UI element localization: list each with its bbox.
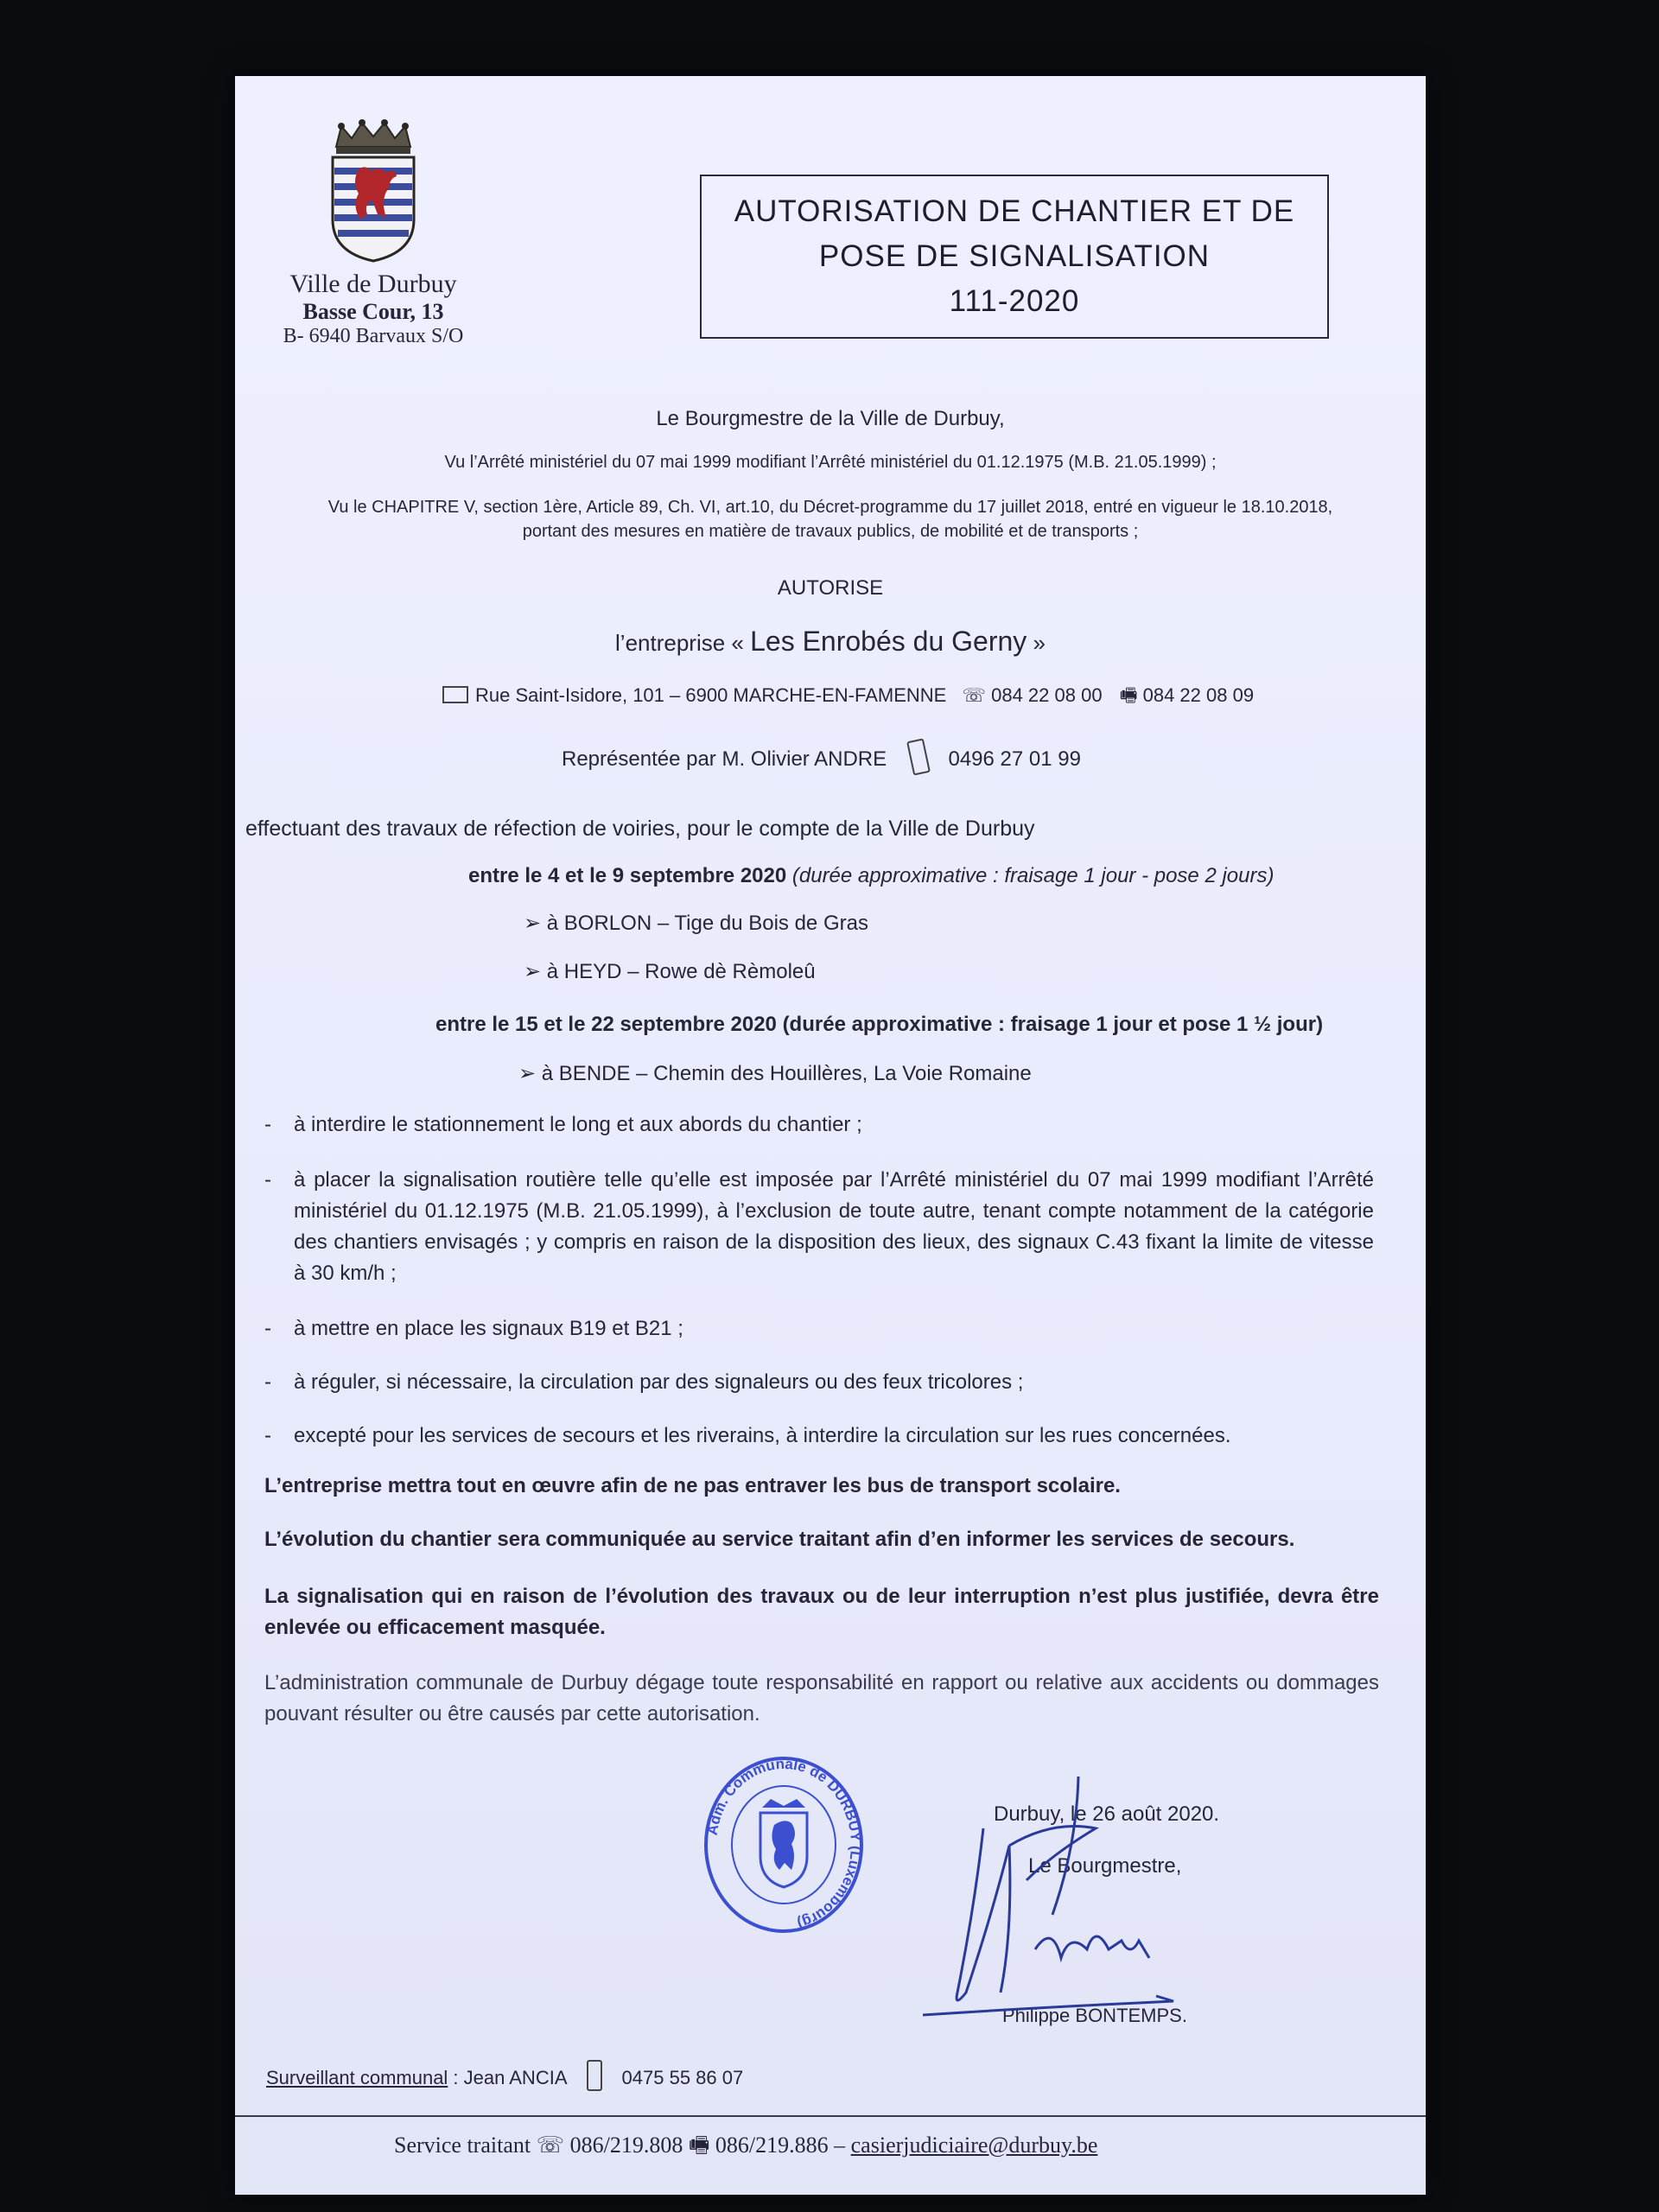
- signature-name: Philippe BONTEMPS.: [1002, 2005, 1187, 2026]
- period-1-dates: entre le 4 et le 9 septembre 2020: [468, 864, 787, 887]
- service-phone: 086/219.808: [569, 2133, 683, 2158]
- phone-icon: ☏: [962, 684, 986, 706]
- location-2-text: à HEYD – Rowe dè Rèmoleû: [546, 960, 816, 983]
- service-label: Service traitant: [394, 2133, 531, 2158]
- service-email-link[interactable]: casierjudiciaire@durbuy.be: [850, 2133, 1098, 2158]
- arrow-bullet-icon: ➢: [524, 912, 547, 935]
- company-name: Les Enrobés du Gerny: [750, 626, 1027, 657]
- supervisor-phone: 0475 55 86 07: [621, 2067, 744, 2088]
- vu-line-1: Vu l’Arrêté ministériel du 07 mai 1999 modifiant l’Arrêté ministériel du 01.12.1975 (M.B. 21.05.1999) ;: [444, 453, 1217, 472]
- measure-5: excepté pour les services de secours et les riverains, à interdire la circulation sur les rues concernées.: [294, 1424, 1231, 1447]
- company-line: [235, 626, 1426, 658]
- vu-line-2a: Vu le CHAPITRE V, section 1ère, Article 89, Ch. VI, art.10, du Décret-programme du 17 juillet 2018, entré en vigueur le 18.10.2018,: [327, 498, 1333, 517]
- measure-3: à mettre en place les signaux B19 et B21 ;: [294, 1317, 683, 1340]
- municipality-header: [261, 118, 486, 348]
- company-prefix: l’entreprise «: [615, 630, 751, 656]
- title-line2: POSE DE SIGNALISATION: [818, 239, 1211, 273]
- durbuy-coat-of-arms: [326, 118, 421, 264]
- service-dash: –: [834, 2133, 846, 2158]
- period-1: [468, 864, 1419, 888]
- mail-icon: [442, 686, 468, 703]
- notice-disclaimer: L’administration communale de Durbuy dégage toute responsabilité en rapport ou relative aux accidents ou dommages pouvant résulter ou être causés par cette autorisation.: [264, 1671, 1379, 1726]
- notice-evolution: L’évolution du chantier sera communiquée au service traitant afin d’en informer les services de secours.: [264, 1528, 1295, 1551]
- measure-1: à interdire le stationnement le long et aux abords du chantier ;: [294, 1113, 862, 1136]
- fax-icon: 🖷: [1119, 684, 1138, 706]
- supervisor-line: [266, 2060, 743, 2091]
- location-3: [518, 1061, 1032, 1086]
- service-fax: 086/219.886: [715, 2133, 829, 2158]
- footer-divider: [235, 2115, 1426, 2117]
- location-2: [524, 959, 816, 984]
- company-fax: 084 22 08 09: [1142, 684, 1255, 706]
- service-line: [394, 2129, 1097, 2167]
- representative-mobile: 0496 27 01 99: [948, 747, 1081, 771]
- mobile-phone-icon: [906, 738, 931, 775]
- title-box: [700, 175, 1329, 339]
- works-intro: effectuant des travaux de réfection de voiries, pour le compte de la Ville de Durbuy: [245, 817, 1035, 841]
- title-line1: AUTORISATION DE CHANTIER ET DE: [734, 194, 1295, 228]
- vu-line-2b: portant des mesures en matière de travaux publics, de mobilité et de transports ;: [522, 522, 1139, 541]
- period-1-note: (durée approximative : fraisage 1 jour - pose 2 jours): [791, 864, 1274, 887]
- handwritten-signature: [923, 1777, 1199, 2036]
- mobile-phone-icon: [587, 2060, 602, 2091]
- autorise-heading: AUTORISE: [777, 576, 884, 600]
- representative: Représentée par M. Olivier ANDRE: [562, 747, 887, 771]
- title-number: 111-2020: [949, 284, 1080, 318]
- measure-4: à réguler, si nécessaire, la circulation par des signaleurs ou des feux tricolores ;: [294, 1370, 1024, 1394]
- supervisor-label: Surveillant communal: [266, 2067, 448, 2088]
- notice-bus: L’entreprise mettra tout en œuvre afin de ne pas entraver les bus de transport scolaire.: [264, 1474, 1121, 1497]
- representative-line: [562, 740, 1339, 774]
- phone-icon: ☏: [536, 2133, 565, 2158]
- city-street: Basse Cour, 13: [302, 299, 444, 324]
- company-phone: 084 22 08 00: [991, 684, 1103, 706]
- company-address: Rue Saint-Isidore, 101 – 6900 MARCHE-EN-FAMENNE: [475, 684, 947, 706]
- stamp-text: Adm. Communale de DURBUY (Luxembourg): [703, 1755, 865, 1932]
- supervisor-name: : Jean ANCIA: [448, 2067, 567, 2088]
- arrow-bullet-icon: ➢: [518, 1062, 542, 1085]
- arrow-bullet-icon: ➢: [524, 960, 547, 983]
- signature-role: Le Bourgmestre,: [1028, 1854, 1182, 1878]
- city-postal: B- 6940 Barvaux S/O: [283, 325, 464, 347]
- notice-signalisation: La signalisation qui en raison de l’évolution des travaux ou de leur interruption n’est plus justifiée, devra être enlevée ou efficacement masquée.: [264, 1585, 1379, 1639]
- measure-2: à placer la signalisation routière telle qu’elle est imposée par l’Arrêté ministériel du 07 mai 1999 modifiant l’Arrêté ministériel du 01.12.1975 (M.B. 21.05.1999), à l’exclusion de toute autre, tenant compte notamment de la catégorie des chantiers envisagés ; y compris en raison de la disposition des lieux, des signaux C.43 fixant la limite de vitesse à 30 km/h ;: [294, 1168, 1374, 1285]
- company-contact-line: [442, 681, 1306, 714]
- signature-place-date: Durbuy, le 26 août 2020.: [994, 1802, 1220, 1826]
- municipal-stamp: [702, 1754, 866, 1936]
- location-1-text: à BORLON – Tige du Bois de Gras: [546, 912, 868, 935]
- company-suffix: »: [1027, 630, 1046, 656]
- period-2: entre le 15 et le 22 septembre 2020 (durée approximative : fraisage 1 jour et pose 1 ½ jour): [435, 1013, 1324, 1036]
- fax-icon: 🖷: [688, 2133, 710, 2158]
- city-name: Ville de Durbuy: [289, 270, 457, 298]
- location-1: [524, 911, 868, 936]
- location-3-text: à BENDE – Chemin des Houillères, La Voie Romaine: [541, 1062, 1032, 1085]
- bourgmestre-line: Le Bourgmestre de la Ville de Durbuy,: [656, 407, 1005, 430]
- measures-list: - à interdire le stationnement le long et aux abords du chantier ; - à placer la signalisation routière telle qu’elle est imposée par l’Arrêté ministériel du 07 mai 1999 modifiant l’Arrêté ministériel du 01.12.1975 (M.B. 21.05.1999), à l’exclusion de toute autre, tenant compte notamment de la catégorie des chantiers envisagés ; y compris en raison de la disposition des lieux, des signaux C.43 fixant la limite de vitesse à 30 km/h ; - à mettre en place les signaux B19 et B21 ; - à réguler, si nécessaire, la circulation par des signaleurs ou des feux tricolores ; - excepté pour les services de secours et les riverains, à interdire la circulation sur les rues concernées.: [235, 1109, 1426, 1559]
- document-page: [235, 76, 1426, 2195]
